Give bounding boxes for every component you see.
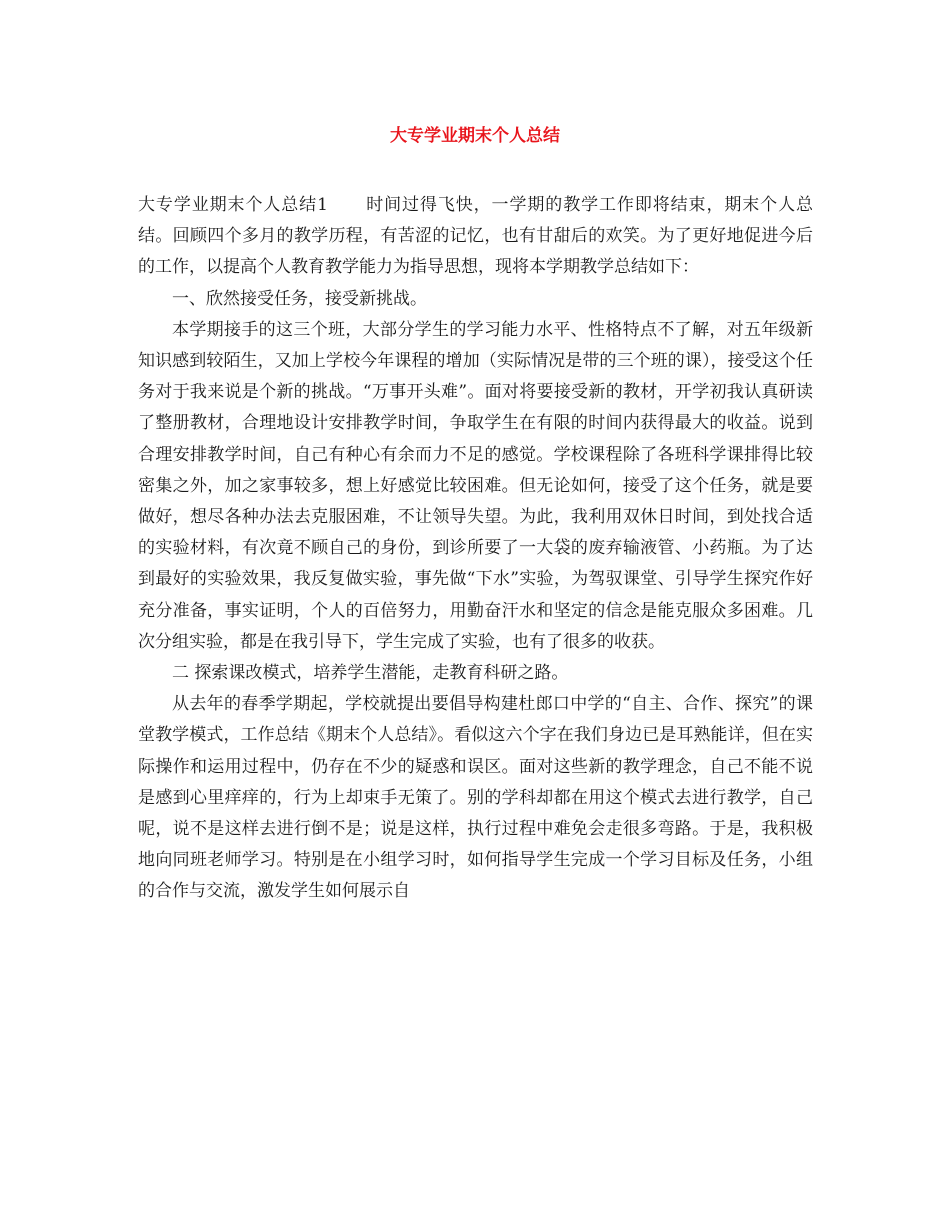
section1-heading: 一、欣然接受任务，接受新挑战。 — [172, 288, 427, 309]
lead-paragraph — [138, 190, 813, 284]
lead-text: 时间过得飞快，一学期的教学工作即将结束，期末个人总结。回顾四个多月的教学历程，有苦涩的记忆，也有甘甜后的欢笑。为了更好地促进今后的工作，以提高个人教育教学能力为指导思想，现将本学期教学总结如下： — [138, 195, 813, 278]
section2-paragraph: 从去年的春季学期起，学校就提出要倡导构建杜郎口中学的“自主、合作、探究”的课堂教学模式，工作总结《期末个人总结》。看似这六个字在我们身边已是耳熟能详，但在实际操作和运用过程中，仍存在不少的疑惑和误区。面对这些新的教学理念，自己不能不说是感到心里痒痒的，行为上却束手无策了。别的学科却都在用这个模式去进行教学，自己呢，说不是这样去进行倒不是；说是这样，执行过程中难免会走很多弯路。于是，我积极地向同班老师学习。特别是在小组学习时，如何指导学生完成一个学习目标及任务，小组的合作与交流，激发学生如何展示自 — [138, 694, 813, 902]
section1-paragraph: 本学期接手的这三个班，大部分学生的学习能力水平、性格特点不了解，对五年级新知识感到较陌生，又加上学校今年课程的增加（实际情况是带的三个班的课），接受这个任务对于我来说是个新的挑战。“万事开头难”。面对将要接受新的教材，开学初我认真研读了整册教材，合理地设计安排教学时间，争取学生在有限的时间内获得最大的收益。说到合理安排教学时间，自己有种心有余而力不足的感觉。学校课程除了各班科学课排得比较密集之外，加之家事较多，想上好感觉比较困难。但无论如何，接受了这个任务，就是要做好，想尽各种办法去克服困难，不让领导失望。为此，我利用双休日时间，到处找合适的实验材料，有次竟不顾自己的身份，到诊所要了一大袋的废弃输液管、小药瓶。为了达到最好的实验效果，我反复做实验，事先做“下水”实验，为驾驭课堂、引导学生探究作好充分准备，事实证明，个人的百倍努力，用勤奋汗水和坚定的信念是能克服众多困难。几次分组实验，都是在我引导下，学生完成了实验，也有了很多的收获。 — [138, 319, 813, 652]
document-body — [138, 190, 813, 908]
lead-label: 大专学业期末个人总结1 — [138, 195, 328, 215]
section2-heading: 二 探索课改模式，培养学生潜能，走教育科研之路。 — [172, 663, 569, 684]
document-title: 大专学业期末个人总结 — [390, 126, 560, 146]
